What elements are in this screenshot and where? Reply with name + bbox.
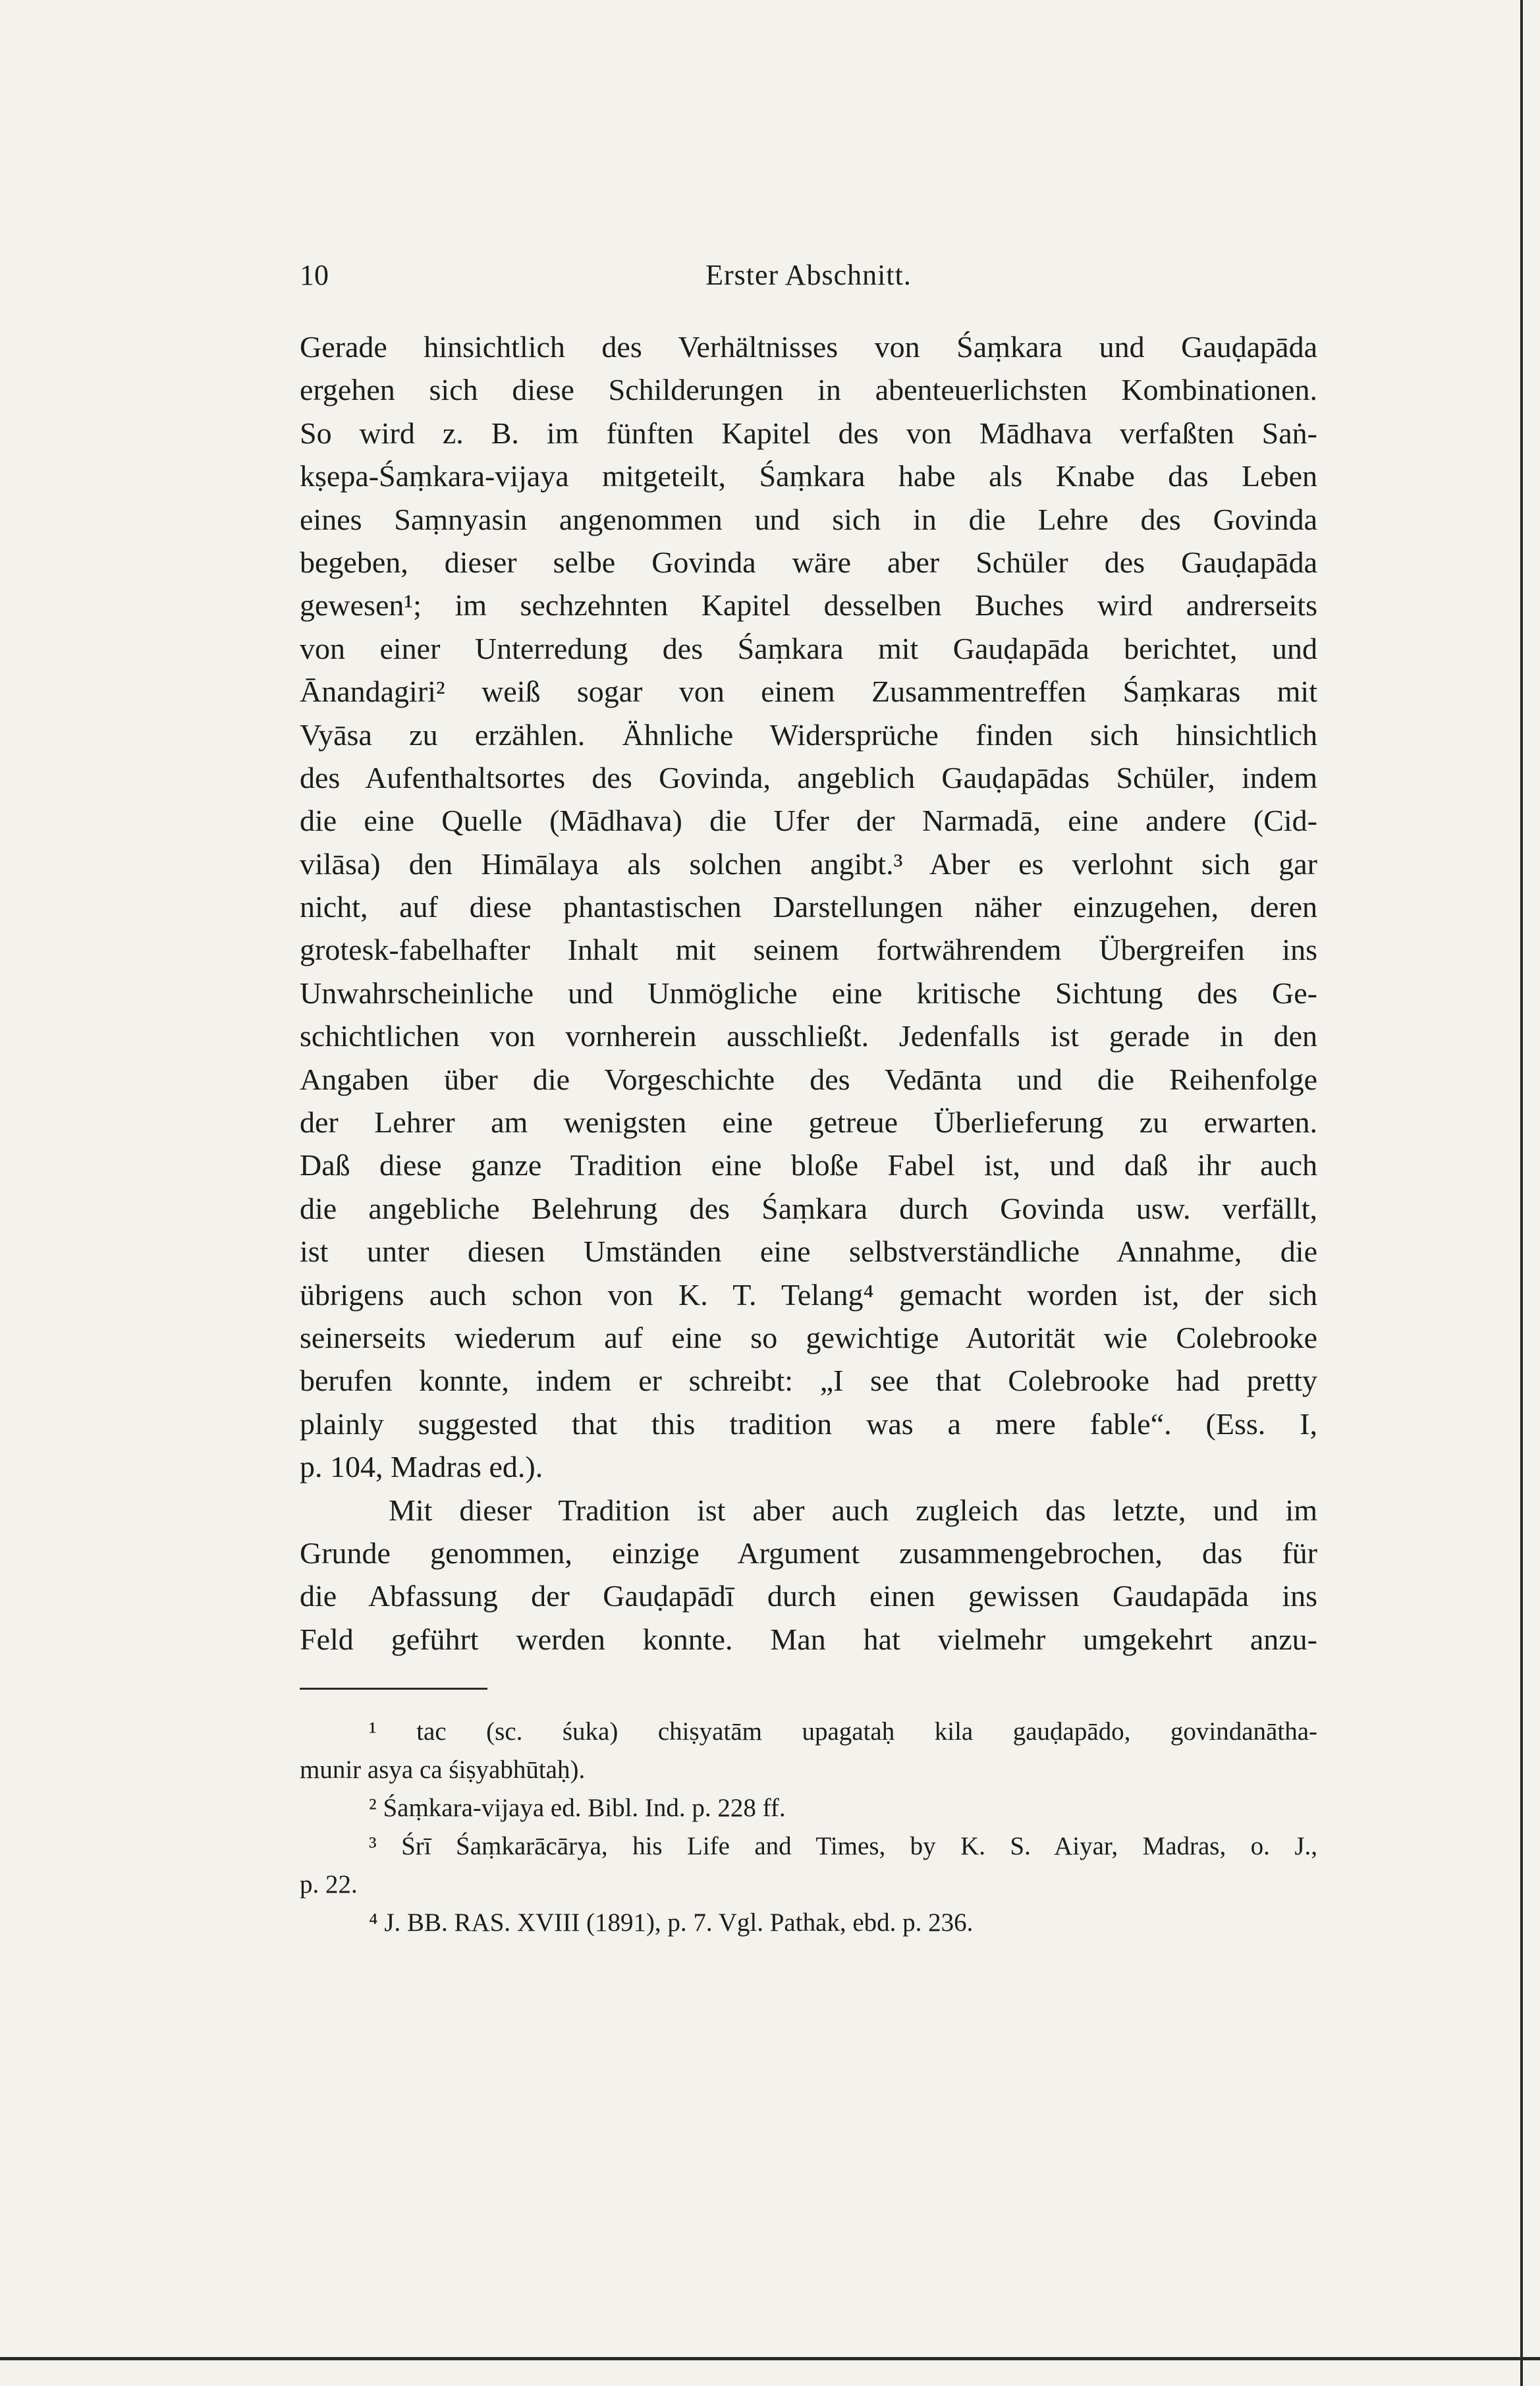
body-line: p. 104, Madras ed.). xyxy=(300,1450,543,1484)
footnote-divider xyxy=(300,1688,487,1690)
body-line: Unwahrscheinliche und Unmögliche eine kritische Sichtung des Ge- xyxy=(300,976,1317,1010)
body-line: nicht, auf diese phantastischen Darstellungen näher einzugehen, deren xyxy=(300,890,1317,924)
page-edge-rule-bottom xyxy=(0,2357,1540,2360)
body-line: Gerade hinsichtlich des Verhältnisses von Śaṃkara und Gauḍapāda xyxy=(300,330,1317,364)
body-line: die angebliche Belehrung des Śaṃkara durch Govinda usw. verfällt, xyxy=(300,1191,1317,1225)
footnote-line: munir asya ca śiṣyabhūtaḥ). xyxy=(300,1756,586,1784)
page-edge-rule-right xyxy=(1520,0,1523,2386)
page-header xyxy=(300,252,1317,298)
footnote-line: ² Śaṃkara-vijaya ed. Bibl. Ind. p. 228 ff. xyxy=(369,1794,786,1822)
body-line: ist unter diesen Umständen eine selbstverständliche Annahme, die xyxy=(300,1235,1317,1269)
body-line: vilāsa) den Himālaya als solchen angibt.³ Aber es verlohnt sich gar xyxy=(300,846,1317,881)
body-line: von einer Unterredung des Śaṃkara mit Gauḍapāda berichtet, und xyxy=(300,631,1317,665)
body-line: der Lehrer am wenigsten eine getreue Überlieferung zu erwarten. xyxy=(300,1105,1317,1140)
body-line: begeben, dieser selbe Govinda wäre aber Schüler des Gauḍapāda xyxy=(300,545,1317,579)
body-line: gewesen¹; im sechzehnten Kapitel desselben Buches wird andrerseits xyxy=(300,588,1317,623)
body-line: schichtlichen von vornherein ausschließt. Jedenfalls ist gerade in den xyxy=(300,1019,1317,1053)
body-line: seinerseits wiederum auf eine so gewichtige Autorität wie Colebrooke xyxy=(300,1320,1317,1354)
body-line: Vyāsa zu erzählen. Ähnliche Widersprüche finden sich hinsichtlich xyxy=(300,717,1317,752)
body-line: ergehen sich diese Schilderungen in abenteuerlichsten Kombinationen. xyxy=(300,373,1317,407)
body-line: Mit dieser Tradition ist aber auch zugleich das letzte, und im xyxy=(389,1493,1317,1527)
body-line: eines Saṃnyasin angenommen und sich in die Lehre des Govinda xyxy=(300,502,1317,536)
footnotes xyxy=(300,1713,1317,1942)
body-line: des Aufenthaltsortes des Govinda, angeblich Gauḍapādas Schüler, indem xyxy=(300,760,1317,794)
body-line: die Abfassung der Gauḍapādī durch einen gewissen Gaudapāda ins xyxy=(300,1579,1317,1613)
footnote-line: ³ Śrī Śaṃkarācārya, his Life and Times, by K. S. Aiyar, Madras, o. J., xyxy=(369,1832,1317,1860)
page-number: 10 xyxy=(300,259,329,291)
body-line: berufen konnte, indem er schreibt: „I see that Colebrooke had pretty xyxy=(300,1364,1317,1398)
body-line: plainly suggested that this tradition was a mere fable“. (Ess. I, xyxy=(300,1406,1317,1441)
body-line: So wird z. B. im fünften Kapitel des von Mādhava verfaßten Saṅ- xyxy=(300,416,1317,450)
body-line: Feld geführt werden konnte. Man hat vielmehr umgekehrt anzu- xyxy=(300,1622,1317,1656)
running-head: Erster Abschnitt. xyxy=(705,259,912,291)
body-line: grotesk-fabelhafter Inhalt mit seinem fortwährendem Übergreifen ins xyxy=(300,933,1317,967)
body-line: Ānandagiri² weiß sogar von einem Zusammentreffen Śaṃkaras mit xyxy=(300,675,1317,709)
body-line: die eine Quelle (Mādhava) die Ufer der Narmadā, eine andere (Cid- xyxy=(300,804,1317,838)
body-line: Angaben über die Vorgeschichte des Vedānta und die Reihenfolge xyxy=(300,1062,1317,1096)
body-text xyxy=(300,325,1317,1661)
footnote-line: ⁴ J. BB. RAS. XVIII (1891), p. 7. Vgl. Pathak, ebd. p. 236. xyxy=(369,1908,974,1937)
body-line: Grunde genommen, einzige Argument zusammengebrochen, das für xyxy=(300,1536,1317,1570)
body-line: kṣepa-Śaṃkara-vijaya mitgeteilt, Śaṃkara habe als Knabe das Leben xyxy=(300,459,1317,493)
body-line: übrigens auch schon von K. T. Telang⁴ gemacht worden ist, der sich xyxy=(300,1277,1317,1312)
body-line: Daß diese ganze Tradition eine bloße Fabel ist, und daß ihr auch xyxy=(300,1148,1317,1182)
footnote-line: p. 22. xyxy=(300,1870,358,1899)
footnote-line: ¹ tac (sc. śuka) chiṣyatām upagataḥ kila gauḍapādo, govindanātha- xyxy=(369,1717,1317,1746)
